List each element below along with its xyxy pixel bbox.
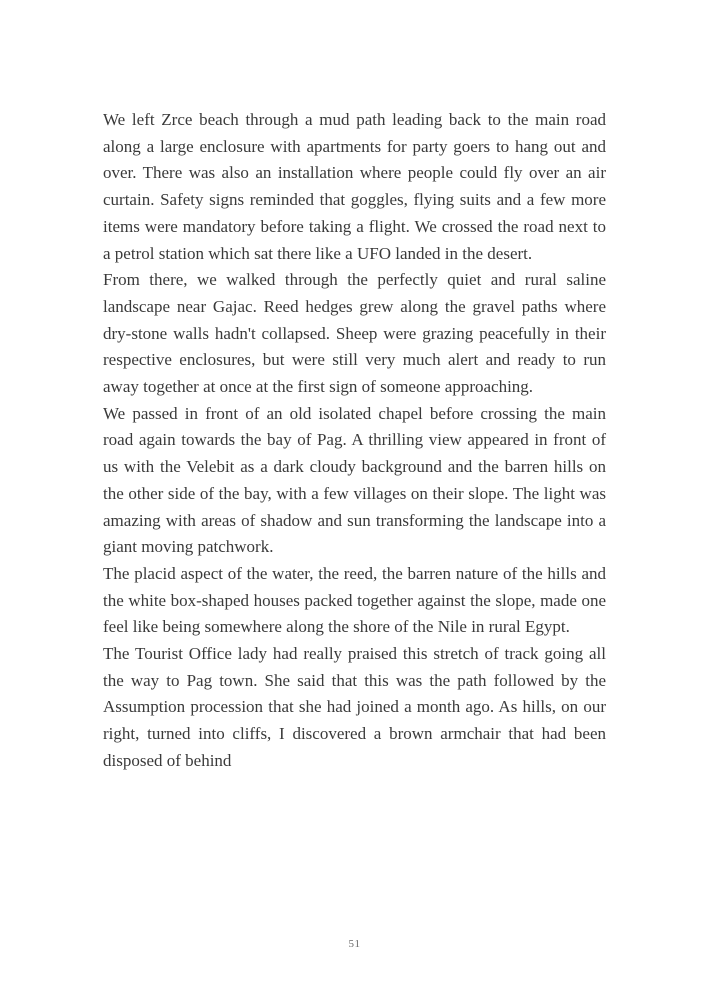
paragraph-5: The Tourist Office lady had really praised this stretch of track going all the way to Pag town. She said that this was the path followed by the Assumption procession that she had joined a month ago. As hills, on our right, turned into cliffs, I discovered a brown armchair that had been disposed of behind	[103, 644, 606, 770]
page-number: 51	[348, 938, 361, 950]
paragraph-1: We left Zrce beach through a mud path leading back to the main road along a large enclosure with apartments for party goers to hang out and over. There was also an installation where people could fly over an air curtain. Safety signs reminded that goggles, flying suits and a few more items were mandatory before taking a flight. We crossed the road next to a petrol station which sat there like a UFO landed in the desert.	[103, 110, 606, 263]
paragraph-3: We passed in front of an old isolated chapel before crossing the main road again towards the bay of Pag. A thrilling view appeared in front of us with the Velebit as a dark cloudy background and the barren hills on the other side of the bay, with a few villages on their slope. The light was amazing with areas of shadow and sun transforming the landscape into a giant moving patchwork.	[103, 403, 606, 557]
paragraph-4: The placid aspect of the water, the reed, the barren nature of the hills and the white box-shaped houses packed together against the slope, made one feel like being somewhere along the shore of the Nile in rural Egypt.	[103, 563, 606, 637]
page-text-block	[103, 107, 606, 775]
paragraph-2: From there, we walked through the perfectly quiet and rural saline landscape near Gajac. Reed hedges grew along the gravel paths where dry-stone walls hadn't collapsed. Sheep were grazing peacefully in their respective enclosures, but were still very much alert and ready to run away together at once at the first sign of someone approaching.	[103, 270, 606, 397]
